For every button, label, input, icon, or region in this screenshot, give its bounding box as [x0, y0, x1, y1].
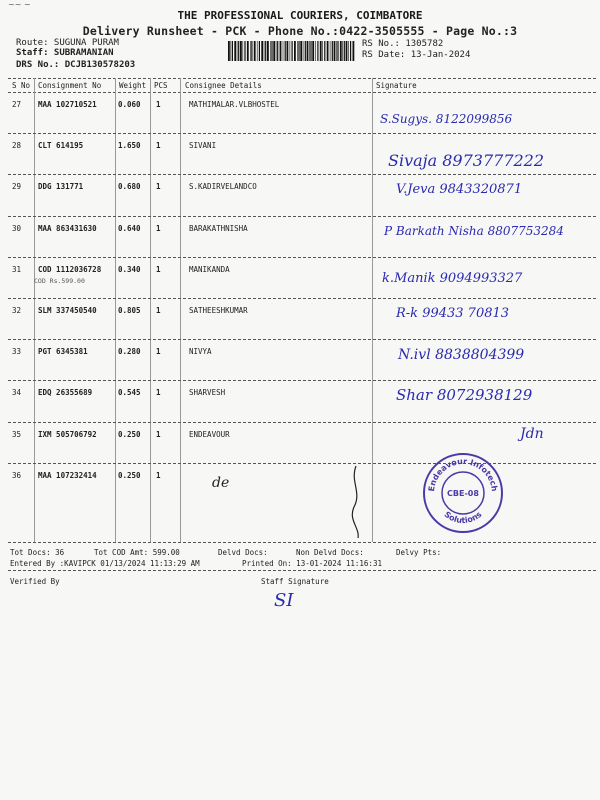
barcode-bar [277, 41, 278, 61]
barcode-bar [254, 41, 256, 61]
row-weight: 0.805 [118, 306, 141, 315]
row-serial: 35 [12, 429, 22, 439]
barcode-bar [330, 41, 331, 61]
barcode-bar [273, 41, 275, 61]
stamp-bottom-text: Solutions [442, 509, 484, 526]
staff-signature-label: Staff Signature [261, 577, 329, 586]
row-pcs: 1 [156, 141, 161, 151]
col-divider [34, 78, 35, 542]
row-separator [8, 339, 596, 340]
route-label: Route: SUGUNA PURAM [16, 38, 119, 48]
barcode-bar [324, 41, 325, 61]
row-serial: 29 [12, 182, 22, 192]
row-signature: Shar 8072938129 [396, 386, 533, 405]
row-signature: N.ivl 8838804399 [398, 347, 525, 364]
footer-rule [8, 570, 596, 571]
barcode-bar [243, 41, 244, 61]
stamp-center-text: CBE-08 [447, 489, 479, 498]
barcode-bar [285, 41, 286, 61]
row-weight: 0.680 [118, 182, 141, 192]
barcode-bar [257, 41, 258, 61]
barcode [228, 41, 356, 61]
barcode-bar [238, 41, 239, 61]
verified-by: Verified By [10, 577, 60, 586]
barcode-bar [234, 41, 236, 61]
non-delivered-docs: Non Delvd Docs: [296, 548, 364, 557]
col-pcs: PCS [154, 81, 168, 90]
row-serial: 32 [12, 306, 22, 315]
row-signature: S.Sugys. 8122099856 [380, 112, 513, 126]
row-serial: 33 [12, 347, 22, 357]
barcode-bar [342, 41, 343, 61]
barcode-bar [332, 41, 333, 61]
row-pcs: 1 [156, 264, 161, 274]
delivery-points: Delvy Pts: [396, 548, 442, 557]
row-serial: 27 [12, 100, 22, 109]
rs-date: RS Date: 13-Jan-2024 [362, 50, 471, 60]
barcode-bar [312, 41, 314, 61]
col-weight: Weight [119, 81, 147, 90]
total-docs: Tot Docs: 36 [10, 548, 65, 557]
barcode-bar [264, 41, 265, 61]
row-separator [8, 463, 596, 464]
barcode-bar [244, 41, 245, 61]
barcode-bar [294, 41, 296, 61]
col-divider [180, 78, 181, 542]
barcode-bar [336, 41, 337, 61]
barcode-bar [280, 41, 282, 61]
row-consignee: SATHEESHKUMAR [189, 306, 248, 315]
row-consignment-no: SLM 337450540 [38, 306, 97, 315]
barcode-bar [315, 41, 316, 61]
row-signature: R-k 99433 70813 [396, 306, 510, 321]
barcode-bar [228, 41, 230, 61]
staff-label: Staff: SUBRAMANIAN [16, 48, 114, 58]
row-consignee: ENDEAVOUR [189, 429, 230, 439]
row-serial: 31 [12, 264, 22, 274]
barcode-bar [322, 41, 323, 61]
barcode-bar [276, 41, 277, 61]
stamp-top-text: Endeavour Infotech [426, 456, 500, 492]
barcode-bar [300, 41, 302, 61]
row-separator [8, 216, 596, 217]
pen-stroke [340, 462, 370, 542]
row-separator [8, 380, 596, 381]
col-consignee: Consignee Details [185, 81, 262, 90]
barcode-bar [317, 41, 318, 61]
barcode-bar [240, 41, 242, 61]
delivered-docs: Delvd Docs: [218, 548, 268, 557]
row-consignment-no: MAA 102710521 [38, 100, 97, 109]
barcode-bar [350, 41, 351, 61]
barcode-bar [340, 41, 342, 61]
row-signature: de [212, 474, 230, 491]
row-consignee: S.KADIRVELANDCO [189, 182, 257, 192]
table-header-rule [8, 92, 596, 93]
row-signature: P Barkath Nisha 8807753284 [384, 223, 564, 238]
row-separator [8, 422, 596, 423]
row-serial: 36 [12, 470, 22, 480]
row-separator [8, 174, 596, 175]
barcode-bar [237, 41, 238, 61]
barcode-bar [271, 41, 272, 61]
barcode-bar [334, 41, 336, 61]
row-consignee: SHARVESH [189, 388, 226, 398]
row-separator [8, 257, 596, 258]
barcode-bar [307, 41, 309, 61]
row-weight: 0.250 [118, 429, 141, 439]
row-pcs: 1 [156, 182, 161, 192]
col-consignment: Consignment No [38, 81, 102, 90]
table-top-rule [8, 78, 596, 79]
barcode-bar [298, 41, 299, 61]
barcode-bar [337, 41, 338, 61]
staff-signature: SI [274, 590, 294, 611]
col-divider [372, 78, 373, 542]
barcode-bar [346, 41, 348, 61]
company-title: THE PROFESSIONAL COURIERS, COIMBATORE [177, 9, 423, 22]
entered-by: Entered By :KAVIPCK 01/13/2024 11:13:29 AM [10, 559, 200, 568]
row-consignee: MATHIMALAR.VLBHOSTEL [189, 100, 280, 109]
barcode-bar [303, 41, 304, 61]
row-signature: Jdn [520, 425, 544, 442]
row-weight: 0.060 [118, 100, 141, 109]
barcode-bar [344, 41, 345, 61]
barcode-bar [320, 41, 322, 61]
row-consignee: MANIKANDA [189, 264, 230, 274]
barcode-bar [259, 41, 260, 61]
row-serial: 34 [12, 388, 22, 398]
col-divider [150, 78, 151, 542]
row-separator [8, 298, 596, 299]
barcode-bar [231, 41, 232, 61]
row-weight: 0.250 [118, 470, 141, 480]
row-weight: 0.640 [118, 223, 141, 233]
row-consignee: BARAKATHNISHA [189, 223, 248, 233]
row-consignment-no: IXM 505706792 [38, 429, 97, 439]
barcode-bar [250, 41, 251, 61]
barcode-bar [309, 41, 310, 61]
row-consignment-no: CLT 614195 [38, 141, 84, 151]
row-consignee: NIVYA [189, 347, 212, 357]
barcode-bar [287, 41, 289, 61]
barcode-bar [305, 41, 306, 61]
runsheet-subtitle: Delivery Runsheet - PCK - Phone No.:0422-3505555 - Page No.:3 [82, 24, 518, 38]
row-signature: k.Manik 9094993327 [382, 270, 523, 286]
row-pcs: 1 [156, 347, 161, 357]
col-signature: Signature [376, 81, 417, 90]
barcode-bar [265, 41, 266, 61]
barcode-bar [290, 41, 291, 61]
barcode-bar [247, 41, 249, 61]
row-pcs: 1 [156, 306, 161, 315]
barcode-bar [283, 41, 284, 61]
barcode-bar [270, 41, 271, 61]
row-consignee: SIVANI [189, 141, 217, 151]
barcode-bar [353, 41, 355, 61]
row-consignment-no: EDQ 26355689 [38, 388, 93, 398]
drs-number: DRS No.: DCJB130578203 [16, 60, 136, 70]
barcode-bar [310, 41, 311, 61]
row-consignment-no: MAA 863431630 [38, 223, 97, 233]
barcode-bar [292, 41, 293, 61]
row-signature: V.Jeva 9843320871 [396, 182, 523, 198]
row-weight: 1.650 [118, 141, 141, 151]
top-corner-scribble: ~~ ~ [8, 0, 31, 9]
row-weight: 0.340 [118, 264, 141, 274]
col-sno: S No [12, 81, 31, 90]
row-pcs: 1 [156, 223, 161, 233]
row-serial: 30 [12, 223, 22, 233]
row-separator [8, 133, 596, 134]
row-weight: 0.280 [118, 347, 141, 357]
row-consignment-no: COD 1112036728 [38, 264, 102, 274]
row-pcs: 1 [156, 100, 161, 109]
barcode-bar [267, 41, 269, 61]
row-signature: Sivaja 8973777222 [388, 151, 545, 171]
row-pcs: 1 [156, 388, 161, 398]
rs-number: RS No.: 1305782 [362, 39, 444, 49]
barcode-bar [261, 41, 263, 61]
barcode-bar [232, 41, 233, 61]
row-consignment-no: MAA 107232414 [38, 470, 97, 480]
table-bottom-rule [8, 542, 596, 543]
svg-text:Solutions [443, 510, 484, 525]
barcode-bar [251, 41, 252, 61]
row-weight: 0.545 [118, 388, 141, 398]
col-divider [115, 78, 116, 542]
barcode-bar [348, 41, 349, 61]
printed-on: Printed On: 13-01-2024 11:16:31 [242, 559, 382, 568]
row-consignment-no: DDG 131771 [38, 182, 84, 192]
row-consignment-no: PGT 6345381 [38, 347, 88, 357]
row-pcs: 1 [156, 429, 161, 439]
row-pcs: 1 [156, 470, 161, 480]
barcode-bar [297, 41, 298, 61]
total-cod: Tot COD Amt: 599.00 [94, 548, 180, 557]
row-cod-note: COD Rs.599.00 [34, 276, 85, 285]
barcode-bar [327, 41, 329, 61]
row-serial: 28 [12, 141, 22, 151]
company-stamp [422, 452, 504, 534]
